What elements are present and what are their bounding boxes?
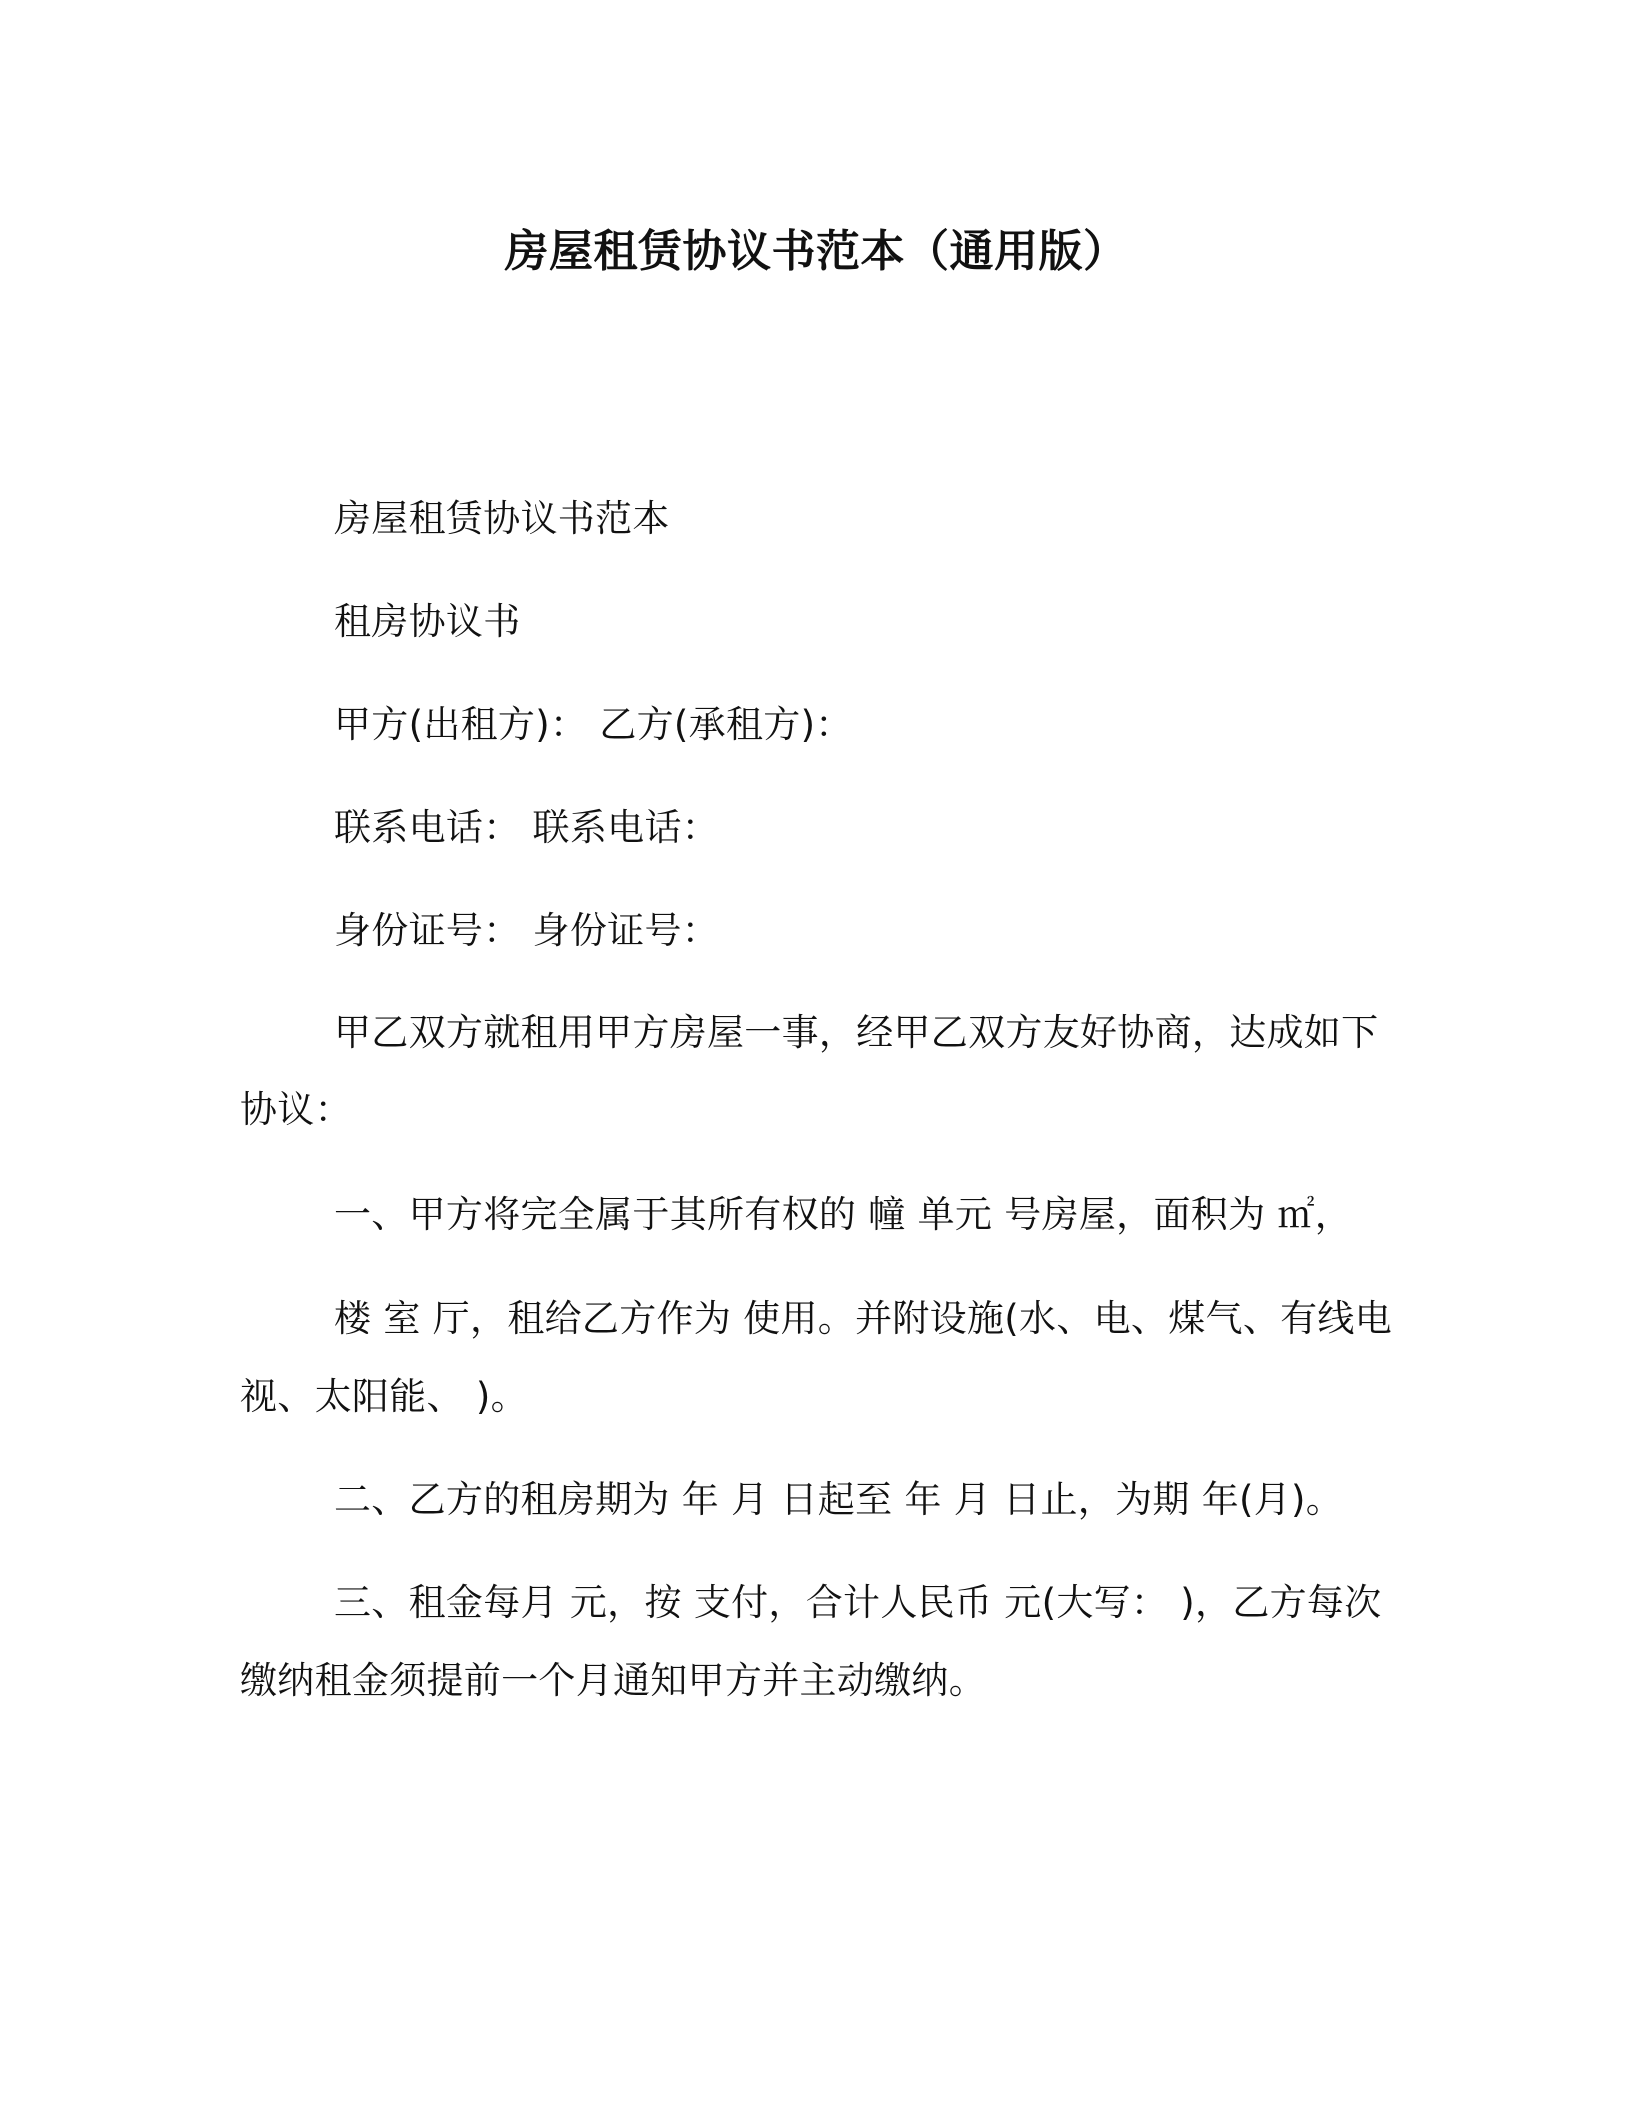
clause-2-line: 二、乙方的租房期为 年 月 日起至 年 月 日止，为期 年(月)。 bbox=[334, 1478, 1344, 1521]
clause-3-line-2: 缴纳租金须提前一个月通知甲方并主动缴纳。 bbox=[240, 1659, 986, 1702]
preamble-line-2: 协议： bbox=[240, 1088, 352, 1131]
document-title: 房屋租赁协议书范本（通用版） bbox=[504, 226, 1128, 277]
subtitle-sample: 房屋租赁协议书范本 bbox=[334, 497, 670, 540]
clause-1-line-2: 楼 室 厅，租给乙方作为 使用。并附设施(水、电、煤气、有线电 bbox=[334, 1297, 1393, 1340]
phone-line: 联系电话： 联系电话： bbox=[334, 806, 720, 849]
preamble-line-1: 甲乙双方就租用甲方房屋一事，经甲乙双方友好协商，达成如下 bbox=[334, 1011, 1379, 1054]
party-names-line: 甲方(出租方)： 乙方(承租方)： bbox=[334, 703, 853, 746]
clause-3-line-1: 三、租金每月 元，按 支付，合计人民币 元(大写： )，乙方每次 bbox=[334, 1581, 1382, 1624]
clause-1-line-3: 视、太阳能、 )。 bbox=[240, 1375, 528, 1418]
id-number-line: 身份证号： 身份证号： bbox=[334, 909, 720, 952]
subtitle-agreement: 租房协议书 bbox=[334, 600, 521, 643]
clause-1-line-1: 一、甲方将完全属于其所有权的 幢 单元 号房屋，面积为 ㎡， bbox=[334, 1193, 1353, 1236]
